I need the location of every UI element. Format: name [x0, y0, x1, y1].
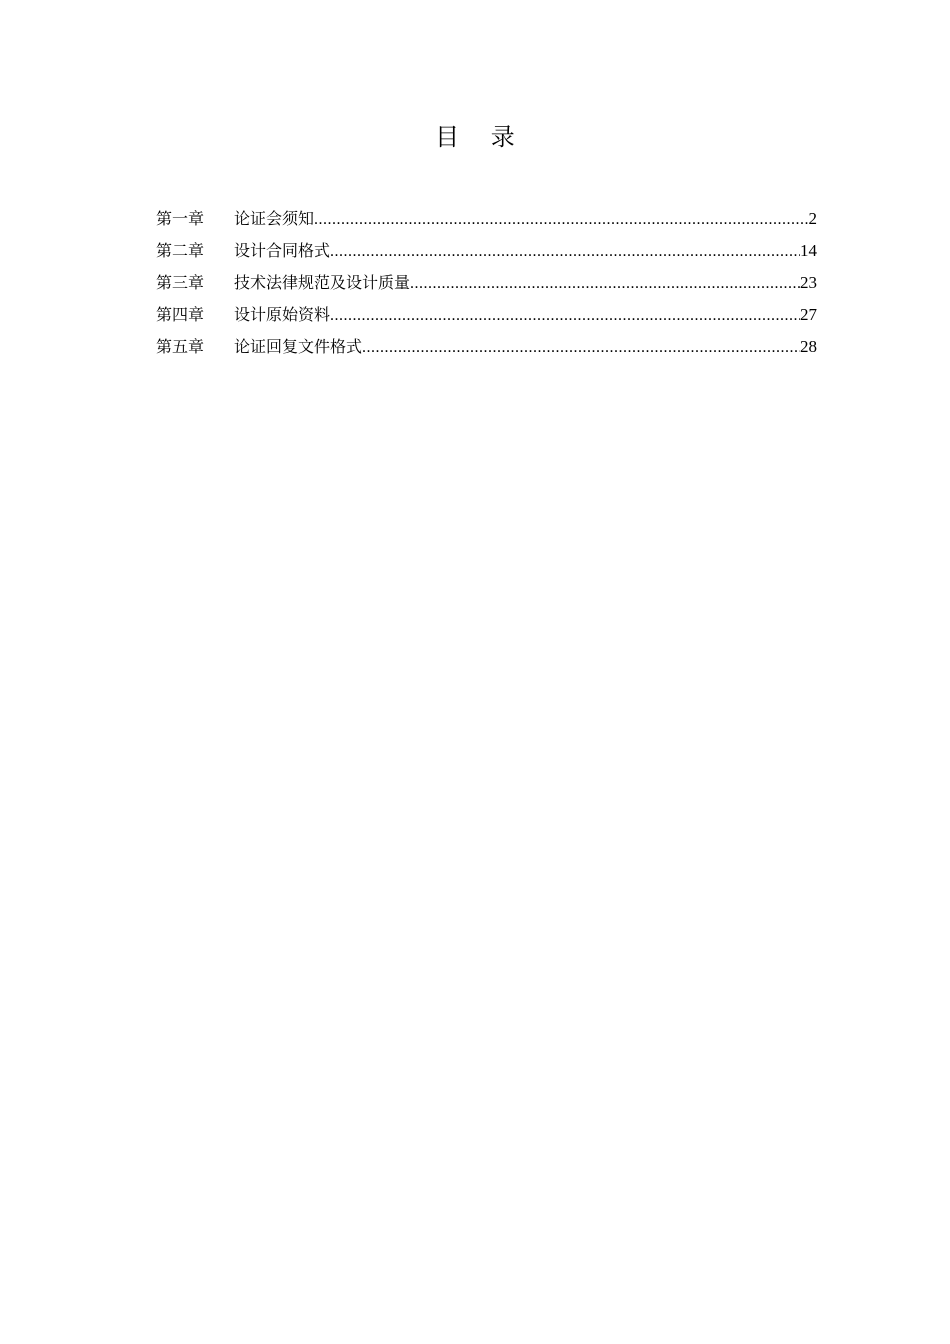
- toc-page-number: 14: [800, 241, 817, 260]
- toc-entry[interactable]: [156, 203, 817, 235]
- toc-entry[interactable]: [156, 299, 817, 331]
- toc-chapter-number: 第一章: [156, 209, 205, 228]
- toc-chapter-heading: 技术法律规范及设计质量: [234, 273, 411, 292]
- toc-title: 目 录: [435, 123, 527, 151]
- toc-chapter-heading: 论证会须知: [234, 209, 315, 228]
- toc-chapter-heading: 设计原始资料: [234, 305, 331, 324]
- table-of-contents: [156, 203, 817, 363]
- toc-leader-dots: [330, 300, 800, 332]
- toc-chapter-heading: 论证回复文件格式: [234, 337, 363, 356]
- toc-entry[interactable]: [156, 235, 817, 267]
- toc-page-number: 28: [800, 337, 817, 356]
- toc-leader-dots: [330, 236, 800, 268]
- toc-chapter-number: 第二章: [156, 241, 205, 260]
- toc-entry[interactable]: [156, 267, 817, 299]
- toc-page-number: 27: [800, 305, 817, 324]
- toc-leader-dots: [362, 332, 800, 364]
- toc-page-number: 23: [800, 273, 817, 292]
- toc-leader-dots: [314, 204, 808, 236]
- toc-chapter-number: 第五章: [156, 337, 205, 356]
- toc-chapter-number: 第四章: [156, 305, 205, 324]
- toc-chapter-number: 第三章: [156, 273, 205, 292]
- toc-page-number: 2: [808, 209, 817, 228]
- toc-entry[interactable]: [156, 331, 817, 363]
- toc-chapter-heading: 设计合同格式: [234, 241, 331, 260]
- toc-leader-dots: [410, 268, 800, 300]
